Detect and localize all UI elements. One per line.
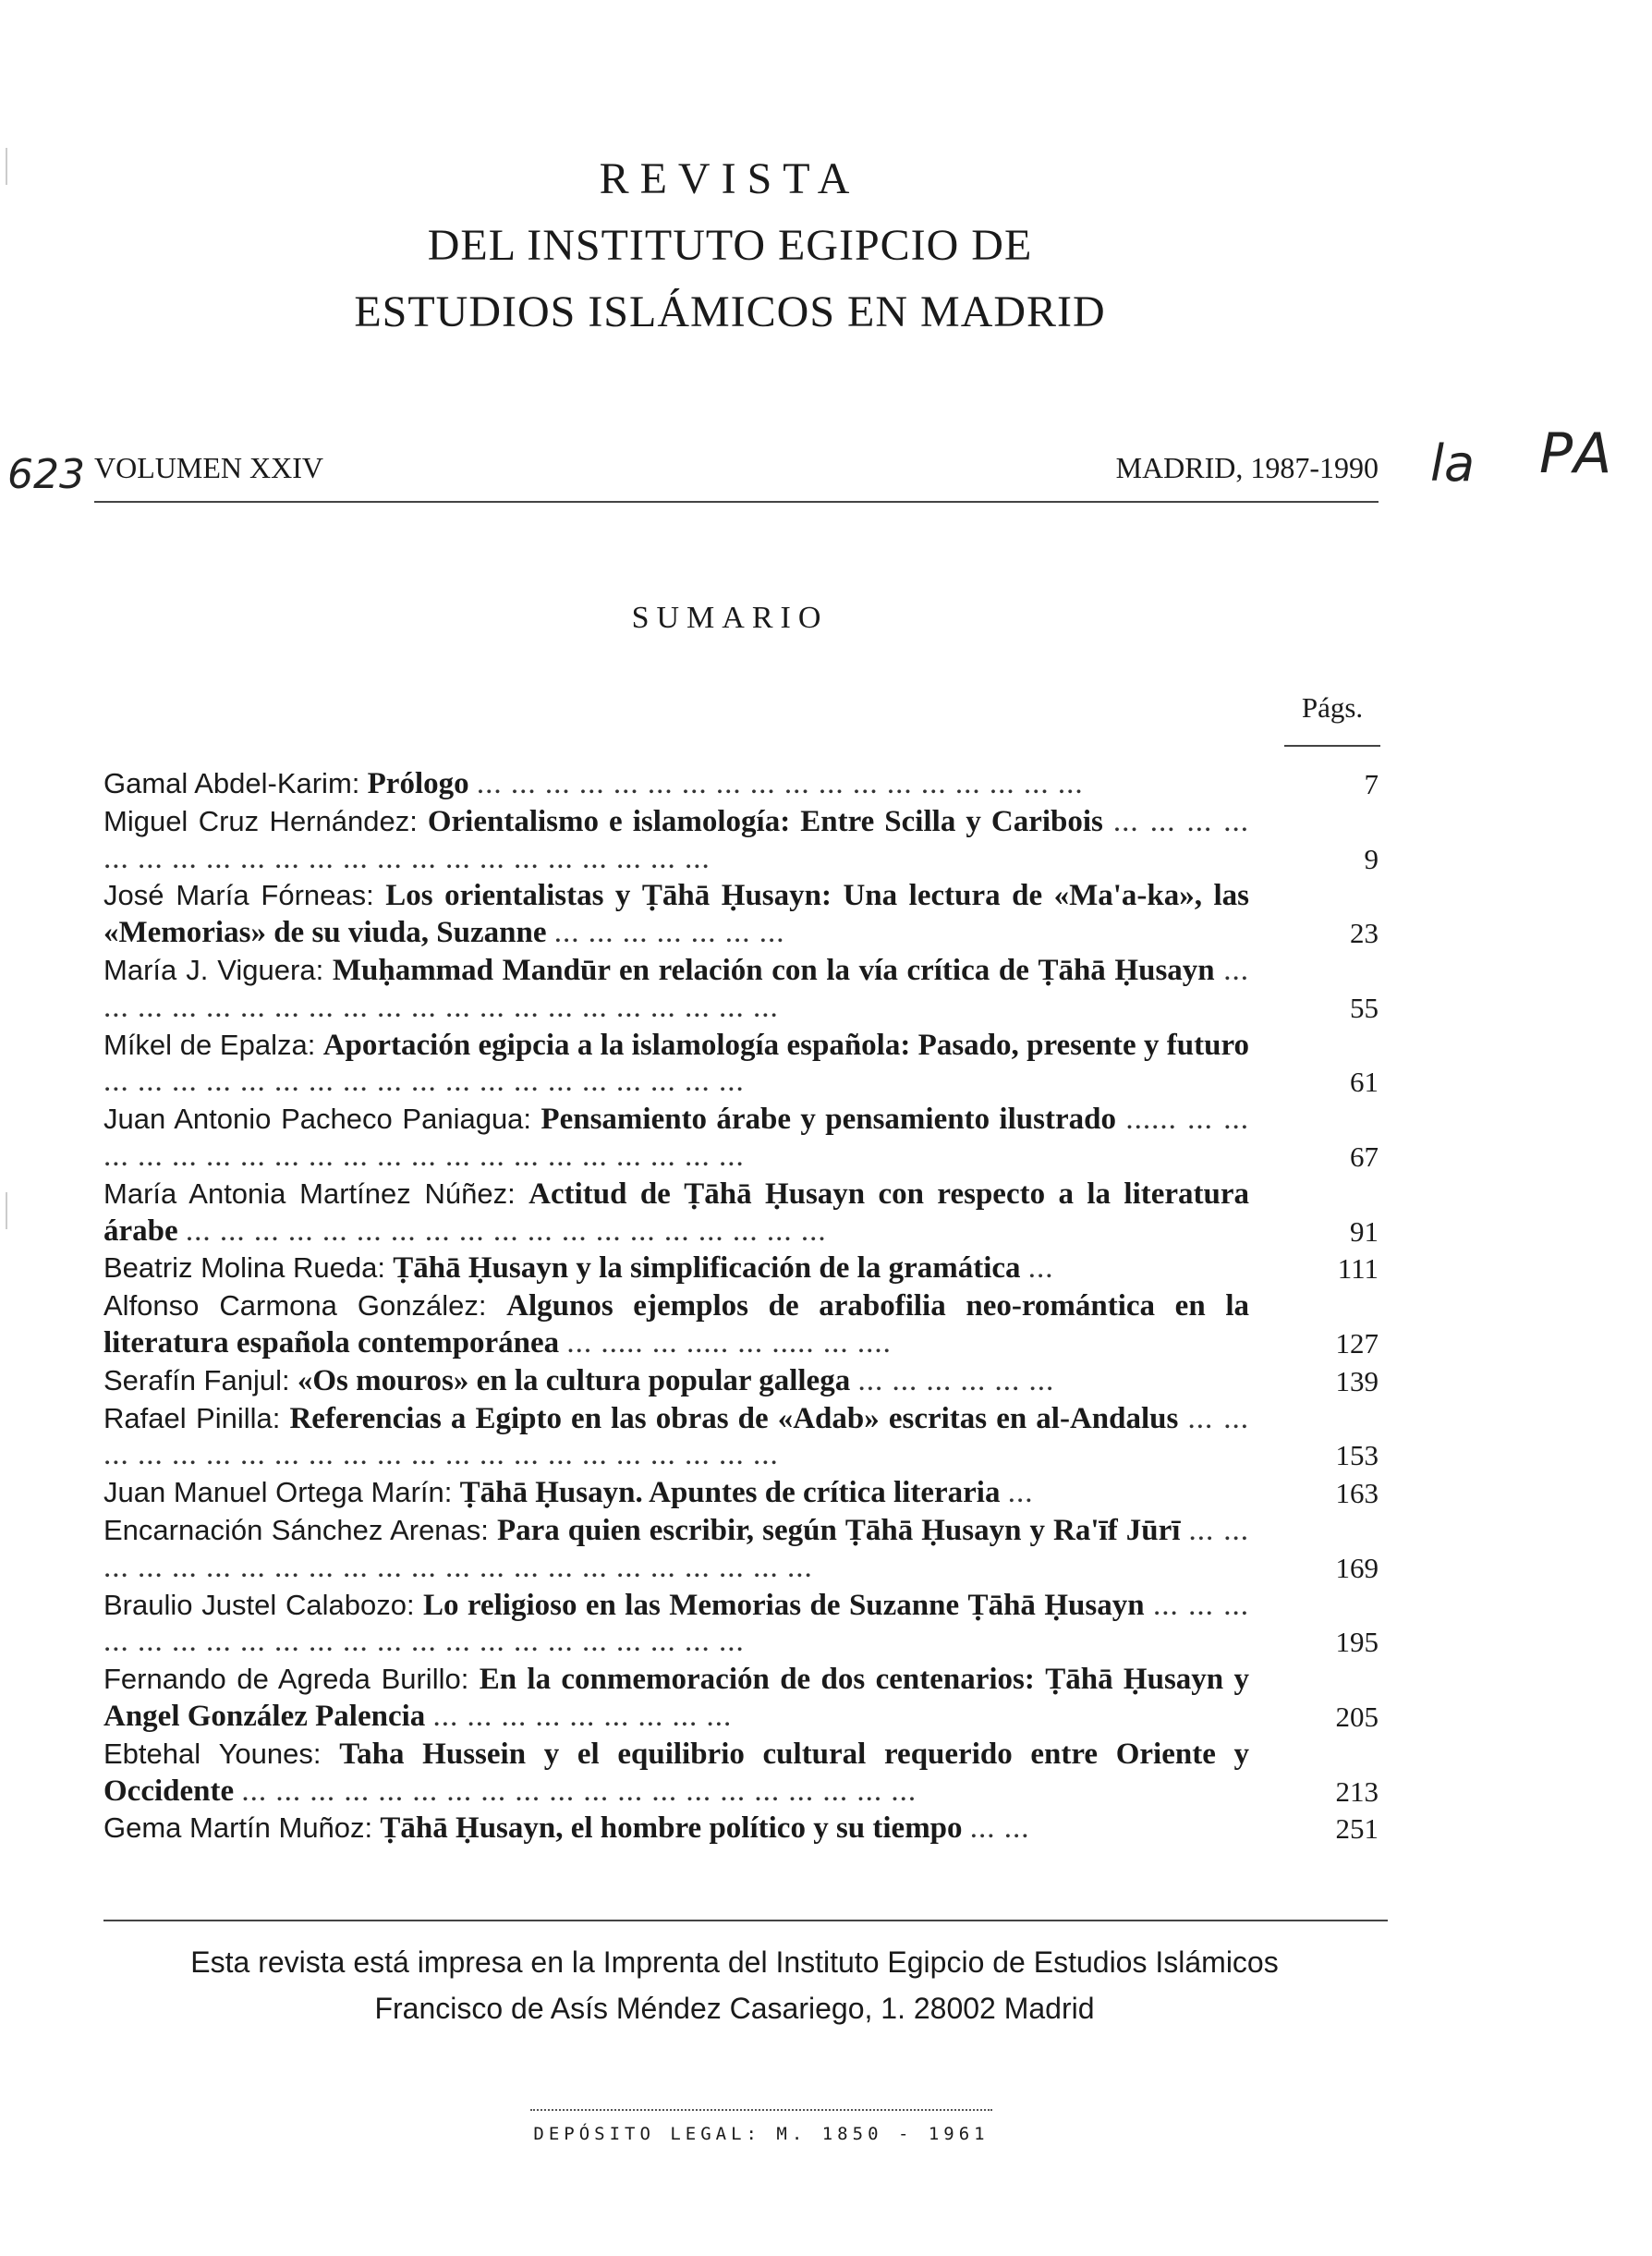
toc-title: En la conmemoración de dos centenarios: Ṭāhā Ḥusayn y Angel González Palencia xyxy=(103,1663,1249,1733)
toc-title: Aportación egipcia a la islamología española: Pasado, presente y futuro xyxy=(322,1028,1250,1062)
handwritten-number: 623 xyxy=(7,451,85,498)
toc-title: Muḥammad Mandūr en relación con la vía crítica de Ṭāhā Ḥusayn xyxy=(332,953,1215,987)
toc-entry-text xyxy=(103,1287,1249,1362)
toc-author: Fernando de Agreda Burillo: xyxy=(103,1663,469,1696)
toc-leader: ... ... ... ... ... ... ... ... ... ... ... ... ... ... ... ... ... ... ... ... ... xyxy=(103,953,1250,1024)
toc-entry-text xyxy=(103,1027,1249,1102)
toc-page-number: 163 xyxy=(1335,1477,1379,1510)
toc-entry xyxy=(103,1810,1379,1847)
toc-page-number: 91 xyxy=(1350,1214,1379,1248)
toc-page-number: 251 xyxy=(1335,1812,1379,1846)
toc-entry xyxy=(103,1250,1379,1287)
toc-author: Beatriz Molina Rueda: xyxy=(103,1251,385,1285)
toc-title: Algunos ejemplos de arabofilia neo-romántica en la literatura española contemporánea xyxy=(103,1289,1249,1360)
toc-leader: ... ... ... ... ... ... ... ... ... ... ... ... ... ... ... ... ... ... ... xyxy=(185,1213,827,1248)
toc-title: «Os mouros» en la cultura popular gallega xyxy=(297,1363,851,1397)
toc-author: Gema Martín Muñoz: xyxy=(103,1811,373,1845)
toc-page-number: 111 xyxy=(1337,1252,1379,1286)
toc-entry xyxy=(103,1287,1379,1362)
toc-author: Miguel Cruz Hernández: xyxy=(103,804,418,837)
journal-title-line: REVISTA xyxy=(599,154,861,203)
toc-entry xyxy=(103,1661,1379,1736)
toc-entry-text xyxy=(103,1101,1249,1176)
pages-column-header: Págs. xyxy=(1301,691,1364,724)
imprint-line: Francisco de Asís Méndez Casariego, 1. 28002 Madrid xyxy=(374,1992,1095,2025)
scan-mark xyxy=(6,1192,7,1229)
toc-entry-text xyxy=(103,1400,1249,1475)
toc-title: Lo religioso en las Memorias de Suzanne Ṭāhā Ḥusayn xyxy=(423,1588,1145,1622)
toc-leader: ... ... ... ... ... ... ... ... ... ... ... ... ... ... ... ... ... ... ... xyxy=(103,1065,745,1099)
toc-entry-text xyxy=(103,1250,1249,1287)
toc-entry xyxy=(103,1736,1379,1811)
toc-page-number: 67 xyxy=(1350,1140,1379,1173)
toc-entry xyxy=(103,1512,1379,1587)
toc-author: Gamal Abdel-Karim: xyxy=(103,767,360,799)
toc-entry-text xyxy=(103,1176,1249,1250)
journal-title-line: ESTUDIOS ISLÁMICOS EN MADRID xyxy=(354,287,1106,336)
toc-leader: ... ..... ... ..... ... ..... ... .... xyxy=(566,1325,892,1360)
toc-entry-text xyxy=(103,1810,1249,1847)
toc-leader: ... xyxy=(1007,1476,1034,1510)
toc-entry-text xyxy=(103,765,1249,803)
toc-entry xyxy=(103,1362,1379,1400)
toc-page-number: 23 xyxy=(1350,917,1379,950)
volume-line xyxy=(94,444,1379,490)
toc-title: Para quien escribir, según Ṭāhā Ḥusayn y Ra'īf Jūrī xyxy=(496,1513,1181,1547)
toc-author: Encarnación Sánchez Arenas: xyxy=(103,1513,489,1546)
printer-imprint xyxy=(0,1939,1469,2031)
toc-entry xyxy=(103,1176,1379,1250)
toc-entry-text xyxy=(103,1736,1249,1811)
toc-title: Taha Hussein y el equilibrio cultural requerido entre Oriente y Occidente xyxy=(103,1737,1250,1808)
toc-entry-text xyxy=(103,1474,1249,1512)
toc-leader: ... ... ... ... ... ... ... ... ... ... ... ... ... ... ... ... ... ... ... ... ... ... ... xyxy=(103,1513,1250,1584)
toc-entry-text xyxy=(103,877,1249,952)
divider xyxy=(1284,745,1380,747)
toc-author: Alfonso Carmona González: xyxy=(103,1289,487,1323)
publication-place-date: MADRID, 1987-1990 xyxy=(1115,451,1379,484)
toc-author: Juan Antonio Pacheco Paniagua: xyxy=(103,1103,532,1136)
toc-entry xyxy=(103,1101,1379,1176)
toc-leader: ... ... xyxy=(969,1811,1030,1846)
legal-deposit: DEPÓSITO LEGAL: M. 1850 - 1961 xyxy=(533,2124,990,2144)
toc-author: María Antonia Martínez Núñez: xyxy=(103,1177,516,1210)
toc-page-number: 205 xyxy=(1335,1700,1379,1733)
toc-entry-text xyxy=(103,1661,1249,1736)
toc-author: Ebtehal Younes: xyxy=(103,1737,322,1770)
imprint-line: Esta revista está impresa en la Imprenta del Instituto Egipcio de Estudios Islámicos xyxy=(190,1945,1279,1979)
toc-entry xyxy=(103,765,1379,803)
toc-title: Ṭāhā Ḥusayn, el hombre político y su tiempo xyxy=(380,1811,963,1846)
toc-author: Serafín Fanjul: xyxy=(103,1363,290,1396)
toc-leader: ... xyxy=(1027,1251,1054,1286)
toc-title: Los orientalistas y Ṭāhā Ḥusayn: Una lectura de «Ma'a-ka», las «Memorias» de su viuda, Suzanne xyxy=(103,879,1250,950)
toc-page-number: 169 xyxy=(1335,1551,1379,1584)
journal-title-line: DEL INSTITUTO EGIPCIO DE xyxy=(427,221,1033,270)
toc-leader: ... ... ... ... ... ... ... ... ... ... ... ... ... ... ... ... ... ... ... ... ... ... xyxy=(103,1588,1250,1659)
toc-title: Prólogo xyxy=(367,767,469,800)
toc-leader: ...... ... ... ... ... ... ... ... ... ... ... ... ... ... ... ... ... ... ... ... ... ... xyxy=(103,1103,1250,1173)
toc-page-number: 139 xyxy=(1335,1364,1379,1397)
divider xyxy=(94,501,1379,503)
toc-entry xyxy=(103,877,1379,952)
toc-title: Referencias a Egipto en las obras de «Adab» escritas en al-Andalus xyxy=(289,1401,1179,1435)
toc-entry-text xyxy=(103,1362,1249,1400)
toc-leader: ... ... ... ... ... ... ... xyxy=(553,916,785,950)
handwritten-note: PA xyxy=(1539,421,1616,486)
toc-entry-text xyxy=(103,1512,1249,1587)
toc-page-number: 9 xyxy=(1364,842,1379,875)
toc-title: Actitud de Ṭāhā Ḥusayn con respecto a la literatura árabe xyxy=(103,1177,1250,1248)
toc-page-number: 7 xyxy=(1364,768,1379,800)
divider xyxy=(103,1920,1388,1921)
toc-entry xyxy=(103,803,1379,878)
toc-entry-text xyxy=(103,803,1249,878)
toc-title: Pensamiento árabe y pensamiento ilustrado xyxy=(541,1103,1116,1137)
toc-author: Juan Manuel Ortega Marín: xyxy=(103,1476,453,1509)
toc-leader: ... ... ... ... ... ... ... ... ... ... ... ... ... ... ... ... ... ... xyxy=(476,767,1084,800)
volume-number: VOLUMEN XXIV xyxy=(94,451,323,484)
toc-page-number: 195 xyxy=(1335,1626,1379,1659)
toc-entry-text xyxy=(103,1587,1249,1662)
toc-leader: ... ... ... ... ... ... xyxy=(857,1363,1055,1397)
toc-entry xyxy=(103,1474,1379,1512)
toc-author: Míkel de Epalza: xyxy=(103,1028,316,1061)
toc-title: Ṭāhā Ḥusayn. Apuntes de crítica literaria xyxy=(459,1476,1001,1510)
toc-page-number: 153 xyxy=(1335,1439,1379,1472)
toc-author: Rafael Pinilla: xyxy=(103,1401,281,1434)
toc-leader: ... ... ... ... ... ... ... ... ... xyxy=(432,1699,733,1733)
toc-leader: ... ... ... ... ... ... ... ... ... ... ... ... ... ... ... ... ... ... ... ... ... ... xyxy=(103,1401,1250,1472)
journal-title xyxy=(0,146,1460,346)
toc-page-number: 127 xyxy=(1335,1326,1379,1360)
toc-author: José María Fórneas: xyxy=(103,879,374,912)
toc-entry xyxy=(103,952,1379,1027)
toc-entry-text xyxy=(103,952,1249,1027)
toc-entry xyxy=(103,1587,1379,1662)
toc-page-number: 213 xyxy=(1335,1774,1379,1808)
toc-title: Orientalismo e islamología: Entre Scilla y Caribois xyxy=(427,804,1103,838)
toc-author: Braulio Justel Calabozo: xyxy=(103,1588,415,1621)
section-title: SUMARIO xyxy=(631,601,829,635)
toc-author: María J. Viguera: xyxy=(103,953,324,986)
toc-page-number: 61 xyxy=(1350,1066,1379,1099)
toc-leader: ... ... ... ... ... ... ... ... ... ... ... ... ... ... ... ... ... ... ... ... ... ... xyxy=(103,804,1250,875)
toc-leader: ... ... ... ... ... ... ... ... ... ... ... ... ... ... ... ... ... ... ... ... xyxy=(241,1774,917,1808)
toc-entry xyxy=(103,1027,1379,1102)
table-of-contents xyxy=(103,765,1379,1847)
divider xyxy=(530,2109,992,2111)
handwritten-note: la xyxy=(1430,434,1476,493)
toc-entry xyxy=(103,1400,1379,1475)
toc-title: Ṭāhā Ḥusayn y la simplificación de la gramática xyxy=(393,1251,1021,1286)
toc-page-number: 55 xyxy=(1350,991,1379,1024)
